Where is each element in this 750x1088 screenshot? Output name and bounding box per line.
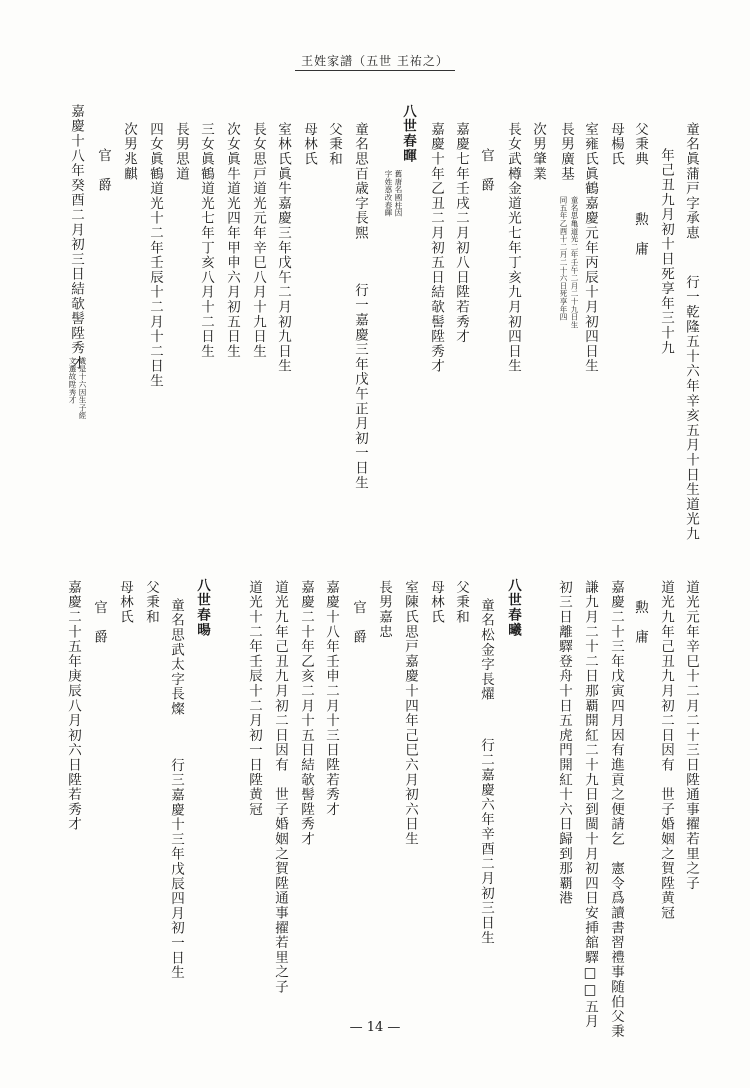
lower-col-7: 童名松金字長燿	[478, 598, 494, 702]
upper-col-5: 室雍氏眞鶴嘉慶元年丙辰十月初四日生	[582, 122, 598, 374]
lower-col-15: 道光九年己丑九月初二日因有 世子婚姻之賀陞通事擢若里之子	[272, 580, 288, 995]
lower-col-19: 母林氏	[117, 580, 133, 625]
upper-col-1: 童名眞蒲戸字承恵	[683, 122, 699, 241]
lower-col-7b: 行二嘉慶六年辛酉二月初三日生	[478, 738, 494, 946]
lower-col-1: 道光元年辛巳十二月二十三日陞通事擢若里之子	[683, 580, 699, 891]
upper-col-21: 四女眞鶴道光十二年壬辰十二月十二日生	[147, 122, 163, 389]
lower-col-11: 長男嘉忠	[376, 580, 392, 640]
upper-col-17: 長女思戸道光元年辛巳八月十九日生	[250, 122, 266, 359]
upper-col-9: 官 爵	[478, 148, 494, 193]
upper-note-6a: 童名思亀道光二年壬午二月二十九日生	[570, 196, 579, 329]
page-number: — 14 —	[349, 1020, 401, 1035]
lower-col-12: 官 爵	[350, 600, 366, 645]
upper-col-19: 三女眞鶴道光七年丁亥八月十二日生	[198, 122, 214, 359]
lower-col-14: 嘉慶二十年乙亥二月十五日結欹髻陞秀才	[298, 580, 314, 847]
upper-col-1b: 行一乾隆五十六年辛亥五月十日生道光九	[683, 275, 699, 542]
upper-col-10: 嘉慶七年壬戌二月初八日陞若秀才	[453, 122, 469, 344]
lower-col-4: 嘉慶二十三年戊寅四月因有進貢之便請乞 憲令爲讀書習禮事随伯父秉	[608, 580, 624, 1039]
upper-col-6: 長男廣基	[558, 122, 574, 182]
upper-col-15: 母林氏	[301, 122, 317, 167]
upper-col-14: 父秉和	[326, 122, 342, 167]
upper-note-24a: 歳是十六因生子經	[78, 357, 87, 420]
upper-col-8: 長女武樽金道光七年丁亥九月初四日生	[505, 122, 521, 374]
lower-col-16: 道光十二年壬辰十二月初一日陞黄冠	[246, 580, 262, 817]
lower-col-17b: 行三嘉慶十三年戊辰四月初一日生	[168, 758, 184, 980]
upper-col-12-heading: 八世春暉	[400, 104, 416, 164]
lower-col-10: 室陳氏思戸嘉慶十四年己巳六月初六日生	[402, 580, 418, 847]
lower-col-18: 父秉和	[143, 580, 159, 625]
upper-col-16: 室林氏眞牛嘉慶三年戊午二月初九日生	[275, 122, 291, 374]
upper-note-6b: 同五年乙酉十二月二十六日死享年四	[559, 196, 568, 321]
upper-col-11: 嘉慶十年乙丑二月初五日結欹髻陞秀才	[428, 122, 444, 374]
upper-col-7: 次男肇業	[530, 122, 546, 182]
upper-note-24b: 文選故陞秀才	[68, 357, 77, 404]
upper-col-13: 童名思百歳字長煕	[352, 122, 368, 241]
lower-col-13: 嘉慶十八年壬申二月十三日陞若秀才	[323, 580, 339, 817]
upper-col-24: 嘉慶十八年癸酉二月初三日結欹髻陞秀才	[68, 104, 84, 371]
page-header	[0, 52, 750, 69]
upper-col-22: 次男兆麒	[121, 122, 137, 182]
lower-col-heading-2: 八世春暘	[194, 578, 210, 638]
lower-col-3-recap: 勲 庸	[632, 600, 648, 645]
upper-col-23: 官 爵	[95, 148, 111, 193]
upper-note-12b: 字姓惑改春暉	[384, 170, 393, 217]
lower-col-20: 官 爵	[91, 600, 107, 645]
upper-col-18: 次女眞牛道光四年甲申六月初五日生	[224, 122, 240, 359]
lower-col-21: 嘉慶二十五年庚辰八月初六日陞若秀才	[65, 580, 81, 832]
upper-col-13b: 行一嘉慶三年戊午正月初一日生	[352, 283, 368, 491]
upper-col-4a: 母楊氏	[608, 122, 624, 167]
upper-col-3b: 勲 庸	[632, 212, 648, 257]
lower-col-5: 謙九月二十二日那覇開紅二十九日到閩十月初四日安挿舘驛□□五月	[582, 580, 598, 1029]
upper-col-20: 長男思道	[173, 122, 189, 182]
lower-col-9: 母林氏	[428, 580, 444, 625]
header-title: 王姓家譜（五世 王祐之）	[295, 54, 455, 71]
lower-col-17: 童名思武太字長燦	[168, 598, 184, 717]
lower-col-heading-1: 八世春曦	[505, 578, 521, 638]
upper-col-3a: 父秉典	[632, 122, 648, 167]
lower-col-6: 初三日離驛登舟十日五虎門開紅十六日歸到那覇港	[556, 580, 572, 906]
lower-col-2: 道光九年己丑九月初二日因有 世子婚姻之賀陞黄冠	[658, 580, 674, 921]
lower-col-8: 父秉和	[453, 580, 469, 625]
upper-note-12a: 舊唐名國柱因	[394, 170, 403, 217]
upper-col-2: 年己丑九月初十日死享年三十九	[658, 148, 674, 356]
